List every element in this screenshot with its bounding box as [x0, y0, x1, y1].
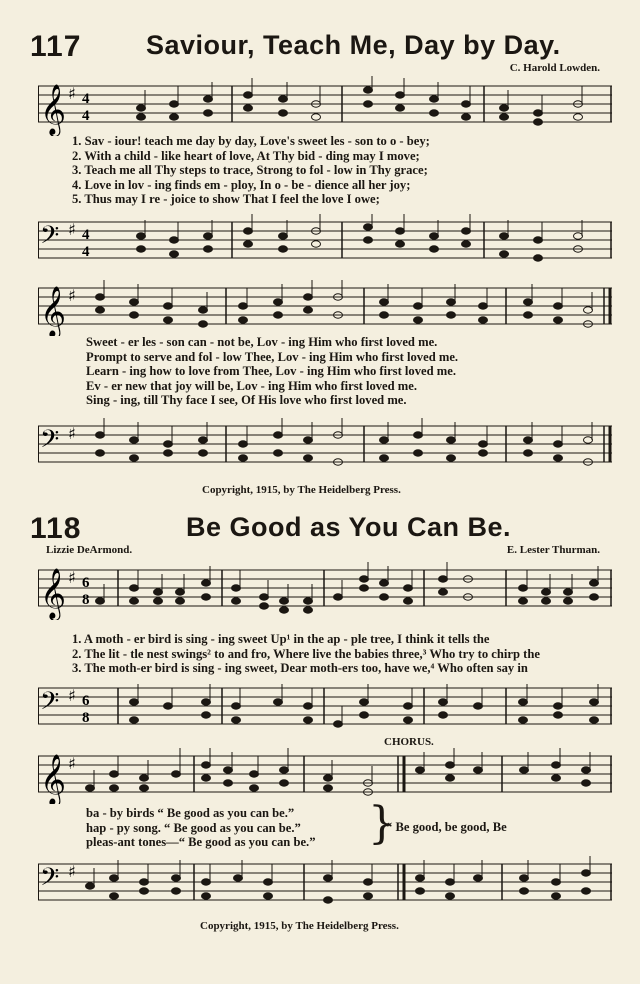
svg-text:𝄢: 𝄢: [40, 425, 60, 460]
verse-line: 2. The lit - tle nest swings² to and fro, Where live the babies three,³ Who try to chirp the: [72, 646, 540, 661]
verse-line: 1. Sav - iour! teach me day by day, Love's sweet les - son to o - bey;: [72, 134, 430, 148]
chorus-label: CHORUS.: [384, 736, 434, 748]
svg-text:𝄢: 𝄢: [40, 687, 60, 722]
svg-text:♯: ♯: [68, 424, 76, 443]
svg-text:𝄞: 𝄞: [40, 568, 67, 619]
verse-line: 3. The moth-er bird is sing - ing sweet, Dear moth-ers too, have we,⁴ Who often say in: [72, 661, 528, 675]
svg-text:♯: ♯: [68, 286, 76, 305]
bass-staff: [38, 680, 612, 734]
verse-lyrics-refrain: [86, 335, 458, 408]
svg-text:♯: ♯: [68, 568, 76, 587]
composer-credit: E. Lester Thurman.: [506, 544, 600, 556]
verse-line: hap - py song. “ Be good as you can be.”: [86, 820, 301, 835]
svg-text:♯: ♯: [68, 686, 76, 705]
verse-line: 3. Teach me all Thy steps to trace, Strong to fol - low in Thy grace;: [72, 163, 428, 177]
treble-staff: [38, 280, 612, 336]
composer-credit: C. Harold Lowden.: [509, 62, 600, 74]
svg-text:♯: ♯: [68, 84, 76, 103]
verse-brace: }: [368, 798, 396, 849]
verse-line: ba - by birds “ Be good as you can be.”: [86, 806, 295, 820]
verse-line: Learn - ing how to love from Thee, Lov - ing Him who first loved me.: [86, 364, 456, 378]
svg-text:𝄞: 𝄞: [40, 286, 67, 336]
author-credit: Lizzie DeArmond.: [46, 544, 133, 556]
svg-text:4: 4: [82, 108, 90, 124]
verse-line: 5. Thus may I re - joice to show That I feel the love I owe;: [72, 192, 380, 206]
svg-text:6: 6: [82, 575, 90, 591]
svg-text:♯: ♯: [68, 754, 76, 773]
verse-lyrics: [72, 632, 540, 676]
hymn-title: Saviour, Teach Me, Day by Day.: [146, 30, 561, 60]
verse-line: pleas-ant tones—“ Be good as you can be.”: [86, 835, 316, 849]
svg-text:𝄞: 𝄞: [40, 84, 67, 135]
verse-line: Prompt to serve and fol - low Thee, Lov - ing Him who first loved me.: [86, 349, 459, 364]
verse-line: 4. Love in lov - ing finds em - ploy, In o - be - dience all her joy;: [72, 177, 411, 192]
svg-text:𝄢: 𝄢: [40, 221, 60, 256]
copyright-notice: Copyright, 1915, by The Heidelberg Press.: [202, 484, 401, 496]
svg-text:8: 8: [82, 710, 90, 726]
verse-line: Sing - ing, till Thy face I see, Of His love who first loved me.: [86, 393, 407, 407]
svg-text:♯: ♯: [68, 220, 76, 239]
svg-text:4: 4: [82, 244, 90, 260]
verse-line: 1. A moth - er bird is sing - ing sweet Up¹ in the ap - ple tree, I think it tells the: [72, 632, 490, 646]
treble-staff: [38, 748, 612, 804]
verse-line: Sweet - er les - son can - not be, Lov - ing Him who first loved me.: [86, 335, 438, 349]
hymn-number: 117: [30, 30, 82, 63]
copyright-notice: Copyright, 1915, by The Heidelberg Press.: [200, 920, 399, 932]
verse-line: 2. With a child - like heart of love, At Thy bid - ding may I move;: [72, 148, 420, 163]
svg-text:𝄞: 𝄞: [40, 754, 67, 804]
bass-staff: [38, 418, 612, 472]
chorus-lyrics: “ Be good, be good, Be: [386, 820, 507, 834]
verse-line: Ev - er new that joy will be, Lov - ing Him who first loved me.: [86, 378, 418, 393]
treble-staff: [38, 76, 612, 136]
hymn-title: Be Good as You Can Be.: [186, 512, 512, 542]
hymn-number: 118: [30, 512, 82, 545]
bass-staff: [38, 856, 612, 910]
svg-text:𝄢: 𝄢: [40, 863, 60, 898]
bass-staff: [38, 214, 612, 270]
svg-text:4: 4: [82, 227, 90, 243]
verse-lyrics: [72, 134, 430, 207]
verse-lyrics-refrain: [86, 806, 316, 850]
treble-staff: [38, 560, 612, 620]
svg-text:♯: ♯: [68, 862, 76, 881]
svg-text:8: 8: [82, 592, 90, 608]
svg-text:6: 6: [82, 693, 90, 709]
svg-text:4: 4: [82, 91, 90, 107]
